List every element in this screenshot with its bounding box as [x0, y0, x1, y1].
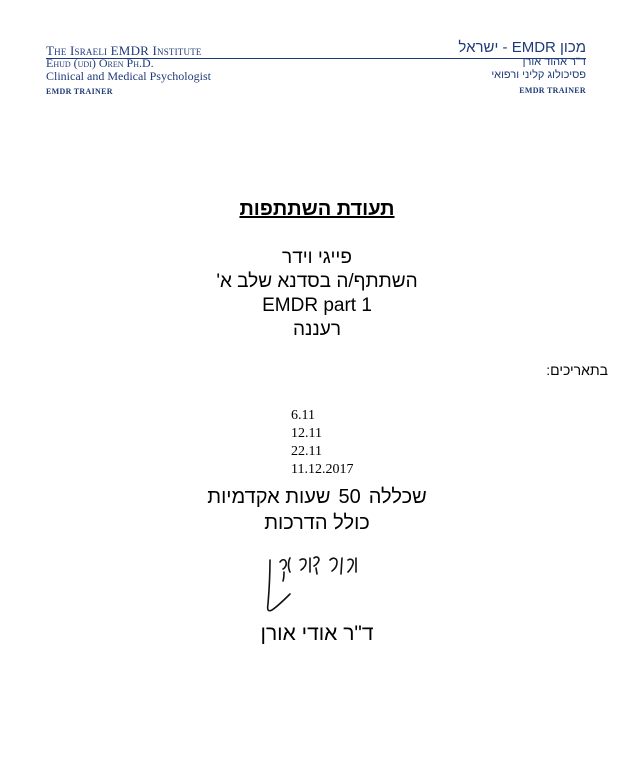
course-location: רעננה — [292, 319, 342, 340]
hours-prefix: שכללה — [368, 486, 427, 508]
date-item: 22.11 — [291, 444, 322, 459]
hours-value: 50 — [338, 486, 361, 508]
role-en: EMDR TRAINER — [46, 87, 113, 96]
includes-line: כולל הדרכות — [264, 512, 370, 534]
letterhead-english — [46, 44, 211, 98]
letterhead-hebrew — [458, 40, 586, 97]
doctor-name-he: ד"ר אהוד אורן — [522, 56, 586, 68]
doctor-name-en: Ehud (udi) Oren Ph.D. — [46, 56, 154, 70]
hours-suffix: שעות אקדמיות — [207, 486, 331, 508]
date-item: 11.12.2017 — [291, 462, 354, 477]
participation-line: השתתף/ה בסדנא שלב א' — [216, 271, 418, 292]
hours-line — [0, 485, 634, 509]
course-name: EMDR part 1 — [262, 295, 372, 316]
signer-name: ד"ר אודי אורן — [260, 622, 374, 645]
handwritten-signature — [250, 548, 370, 618]
dates-label: בתאריכים: — [546, 362, 608, 378]
institute-name-he: מכון EMDR - ישראל — [458, 39, 586, 56]
profession-he: פסיכולוג קליני ורפואי — [491, 69, 586, 81]
letterhead-divider — [46, 58, 586, 59]
institute-name-en: The Israeli EMDR Institute — [46, 43, 202, 58]
date-item: 6.11 — [291, 408, 315, 423]
certificate-title: תעודת השתתפות — [239, 198, 395, 220]
dates-list — [291, 407, 353, 479]
participant-name: פייגי וידר — [282, 247, 352, 268]
role-he: EMDR TRAINER — [519, 86, 586, 95]
date-item: 12.11 — [291, 426, 322, 441]
profession-en: Clinical and Medical Psychologist — [46, 69, 211, 83]
